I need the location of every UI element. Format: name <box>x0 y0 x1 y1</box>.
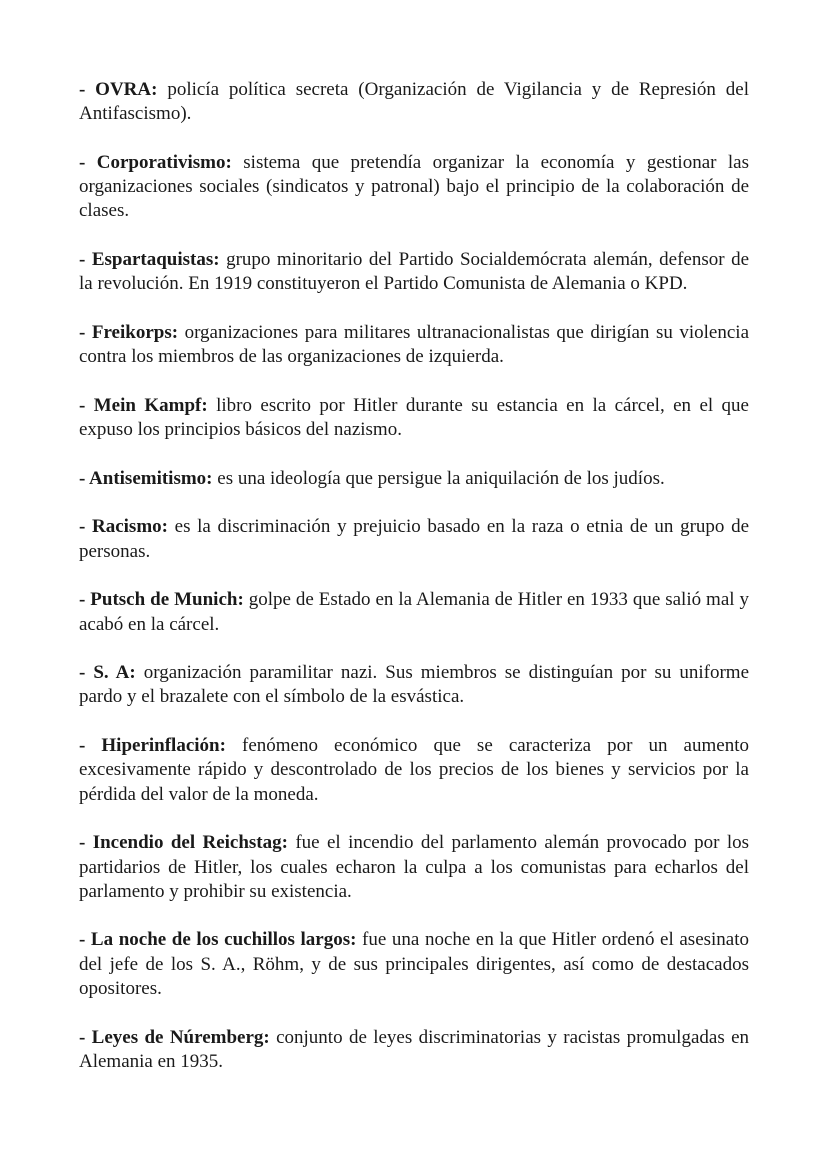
glossary-entry-noche-cuchillos-largos <box>79 928 749 1001</box>
entry-term: - S. A: <box>79 662 136 684</box>
entry-term: - Freikorps: <box>79 321 179 343</box>
entry-definition: organizaciones para militares ultranacionalistas que dirigían su violencia contra los miembros de las organizaciones de izquierda. <box>79 321 750 368</box>
entry-definition: grupo minoritario del Partido Socialdemócrata alemán, defensor de la revolución. En 1919 constituyeron el Partido Comunista de Alemania o KPD. <box>79 249 750 295</box>
glossary-entry-sa <box>79 661 749 710</box>
glossary-entry-espartaquistas <box>79 248 749 297</box>
entry-term: - Putsch de Munich: <box>79 589 244 611</box>
entry-definition: fue el incendio del parlamento alemán provocado por los partidarios de Hitler, los cuales echaron la culpa a los comunistas para echarlos del parlamento y prohibir su existencia. <box>79 832 750 902</box>
entry-definition: fue una noche en la que Hitler ordenó el asesinato del jefe de los S. A., Röhm, y de sus principales dirigentes, así como de destacados opositores. <box>79 929 750 999</box>
glossary-entry-putsch-de-munich <box>79 588 749 637</box>
glossary-entry-mein-kampf <box>79 394 749 443</box>
entry-definition: policía política secreta (Organización de Vigilancia y de Represión del Antifascismo). <box>79 79 749 125</box>
glossary-page <box>79 78 749 1098</box>
entry-term: - Corporativismo: <box>79 151 232 173</box>
entry-definition: libro escrito por Hitler durante su estancia en la cárcel, en el que expuso los principios básicos del nazismo. <box>79 394 749 441</box>
entry-term: - Mein Kampf: <box>79 394 208 416</box>
entry-term: - OVRA: <box>79 79 158 100</box>
entry-definition: es una ideología que persigue la aniquilación de los judíos. <box>217 467 665 489</box>
entry-term: - Hiperinflación: <box>79 735 226 757</box>
glossary-entry-ovra <box>79 78 749 127</box>
glossary-entry-freikorps <box>79 321 749 370</box>
entry-definition: organización paramilitar nazi. Sus miembros se distinguían por su uniforme pardo y el brazalete con el símbolo de la esvástica. <box>79 662 749 708</box>
glossary-entry-racismo <box>79 515 749 564</box>
glossary-entry-incendio-del-reichstag <box>79 831 749 904</box>
entry-term: - Espartaquistas: <box>79 249 220 271</box>
glossary-entry-hiperinflacion <box>79 734 749 807</box>
entry-term: - Racismo: <box>79 516 168 538</box>
glossary-entry-corporativismo <box>79 151 749 224</box>
entry-definition: es la discriminación y prejuicio basado en la raza o etnia de un grupo de personas. <box>79 516 750 562</box>
entry-term: - Leyes de Núremberg: <box>79 1026 270 1048</box>
entry-definition: sistema que pretendía organizar la economía y gestionar las organizaciones sociales (sindicatos y patronal) bajo el principio de la colaboración de clases. <box>79 151 749 222</box>
entry-term: - La noche de los cuchillos largos: <box>79 929 357 951</box>
entry-definition: golpe de Estado en la Alemania de Hitler en 1933 que salió mal y acabó en la cárcel. <box>79 589 750 635</box>
entry-definition: conjunto de leyes discriminatorias y racistas promulgadas en Alemania en 1935. <box>79 1026 749 1072</box>
entry-term: - Antisemitismo: <box>79 467 213 489</box>
glossary-entry-leyes-de-nuremberg <box>79 1026 749 1075</box>
glossary-entry-antisemitismo <box>79 467 749 491</box>
entry-definition: fenómeno económico que se caracteriza por un aumento excesivamente rápido y descontrolado de los precios de los bienes y servicios por la pérdida del valor de la moneda. <box>79 735 749 805</box>
entry-term: - Incendio del Reichstag: <box>79 832 288 854</box>
